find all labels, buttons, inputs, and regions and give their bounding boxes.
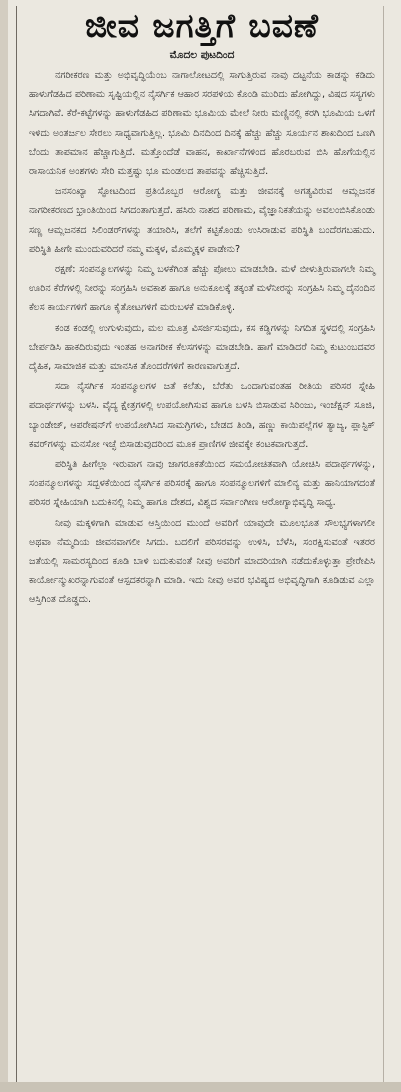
article-body xyxy=(29,66,375,610)
paper-edge xyxy=(0,0,8,1092)
paragraph-protection: ರಕ್ಷಣೆ: ಸಂಪನ್ಮೂಲಗಳನ್ನು ನಿಮ್ಮ ಬಳಕೆಗಿಂತ ಹೆಚ್ಚು ಪೋಲು ಮಾಡಬೇಡಿ. ಮಳೆ ಬೀಳುತ್ತಿರುವಾಗಲೇ ನಿಮ್ಮ ಊರಿನ ಕೆರೆಗಳಲ್ಲಿ ನೀರನ್ನು ಸಂಗ್ರಹಿಸಿ ಅವಕಾಶ ಹಾಗೂ ಅನುಕೂಲಕ್ಕೆ ತಕ್ಕಂತೆ ಮಳೆನೀರನ್ನು ಸಂಗ್ರಹಿಸಿ ನಿಮ್ಮ ದೈನಂದಿನ ಕೆಲಸ ಕಾರ್ಯಗಳಿಗೆ ಹಾಗೂ ಕೈತೋಟಗಳಿಗೆ ಮರುಬಳಕೆ ಮಾಡಿಕೊಳ್ಳಿ. xyxy=(29,264,375,314)
paragraph-children: ನೀವು ಮಕ್ಕಳಿಗಾಗಿ ಮಾಡುವ ಆಸ್ತಿಯಿಂದ ಮುಂದೆ ಅವರಿಗೆ ಯಾವುದೇ ಮೂಲಭೂತ ಸೌಲಭ್ಯಗಳಾಗಲೀ ಅಥವಾ ನೆಮ್ಮದಿಯ ಜೀವನವಾಗಲೀ ಸಿಗದು. ಬದಲಿಗೆ ಪರಿಸರವನ್ನು ಉಳಿಸಿ, ಬೆಳೆಸಿ, ಸಂರಕ್ಷಿಸುವಂತೆ ಇತರರ ಜತೆಯಲ್ಲಿ ಸಾಮರಸ್ಯದಿಂದ ಕೂಡಿ ಬಾಳಿ ಬದುಕುವಂತೆ ನೀವು ಅವರಿಗೆ ಮಾದರಿಯಾಗಿ ನಡೆದುಕೊಳ್ಳುತ್ತಾ ಪ್ರೇರೇಪಿಸಿ ಕಾರ್ಯೋನ್ಮುಖರನ್ನಾಗುವಂತೆ ಆಸ್ಪದಕರನ್ನಾಗಿ ಮಾಡಿ. ಇದು ನೀವು ಅವರ ಭವಿಷ್ಯದ ಅಭಿವೃದ್ಧಿಗಾಗಿ ಕೂಡಿಡುವ ಎಲ್ಲಾ ಆಸ್ತಿಗಿಂತ ದೊಡ್ಡದು. xyxy=(29,517,375,606)
paragraph-eco-friendly: ಸದಾ ನೈಸರ್ಗಿಕ ಸಂಪನ್ಮೂಲಗಳ ಜತೆ ಕಲೆತು, ಬೆರೆತು ಒಂದಾಗುವಂತಹ ರೀತಿಯ ಪರಿಸರ ಸ್ನೇಹಿ ಪದಾರ್ಥಗಳನ್ನು ಬಳಸಿ. ವೈದ್ಯ ಕ್ಷೇತ್ರಗಳಲ್ಲಿ ಉಪಯೋಗಿಸುವ ಹಾಗೂ ಬಳಸಿ ಬಿಸಾಡುವ ಸಿರಿಂಜು, ಇಂಜೆಕ್ಷನ್ ಸೂಜಿ, ಬ್ಯಾಂಡೇಜ್, ಆಪರೇಷನ್‌ಗೆ ಉಪಯೋಗಿಸಿದ ಸಾಮಗ್ರಿಗಳು, ಬೇಡದ ತಿಂಡಿ, ಹಣ್ಣು ಕಾಯಿಪಲ್ಲೆಗಳ ತ್ಯಾಜ್ಯ, ಪ್ಲಾಸ್ಟಿಕ್ ಕವರ್‌ಗಳನ್ನು ಮನಸೋ ಇಚ್ಛೆ ಬಿಸಾಡುವುದರಿಂದ ಮೂಕ ಪ್ರಾಣಿಗಳ ಜೀವಕ್ಕೇ ಕಂಟಕವಾಗುತ್ತದೆ. xyxy=(29,381,375,450)
paragraph-hygiene: ಕಂಡ ಕಂಡಲ್ಲಿ ಉಗುಳುವುದು, ಮಲ ಮೂತ್ರ ವಿಸರ್ಜಿಸುವುದು, ಕಸ ಕಡ್ಡಿಗಳನ್ನು ನಿಗದಿತ ಸ್ಥಳದಲ್ಲಿ ಸಂಗ್ರಹಿಸಿ ಬೇರ್ಪಡಿಸಿ ಹಾಕದಿರುವುದು ಇಂತಹ ಅನಾಗರೀಕ ಕೆಲಸಗಳನ್ನು ಮಾಡಬೇಡಿ. ಹಾಗೆ ಮಾಡಿದರೆ ನಿಮ್ಮ ಕುಟುಂಬದವರ ದೈಹಿಕ, ಸಾಮಾಜಿಕ ಮತ್ತು ಮಾನಸಿಕ ತೊಂದರೆಗಳಿಗೆ ಕಾರಣವಾಗುತ್ತದೆ. xyxy=(29,322,375,373)
page-bottom-strip xyxy=(0,1082,401,1092)
article-column xyxy=(16,6,384,1082)
continued-from-front-page: ಮೊದಲ ಪುಟದಿಂದ xyxy=(169,49,235,61)
paragraph-population: ಜನಸಂಖ್ಯಾ ಸ್ಫೋಟದಿಂದ ಪ್ರತಿಯೊಬ್ಬರ ಆರೋಗ್ಯ ಮತ್ತು ಜೀವನಕ್ಕೆ ಅಗತ್ಯವಿರುವ ಆಮ್ಲಜನಕ ನಾಗರೀಕರಣದ ಭ್ರಾಂತಿಯಿಂದ ಸಿಗದಂತಾಗುತ್ತದೆ. ಹಸಿರು ನಾಶದ ಪರಿಣಾಮ, ವೈಜ್ಞಾನಿಕತೆಯನ್ನು ಅವಲಂಬಿಸಿಕೊಂಡು ಸಣ್ಣ ಆಮ್ಲಜನಕದ ಸಿಲಿಂಡರ್‌ಗಳನ್ನು ತಯಾರಿಸಿ, ತಲೆಗೆ ಕಟ್ಟಿಕೊಂಡು ಉಸಿರಾಡುವ ಪರಿಸ್ಥಿತಿ ಬಂದೆರಗಬಹುದು. ಪರಿಸ್ಥಿತಿ ಹೀಗೇ ಮುಂದುವರಿದರೆ ನಮ್ಮ ಮಕ್ಕಳ, ಮೊಮ್ಮಕ್ಕಳ ಪಾಡೇನು? xyxy=(29,186,375,255)
article-headline: ಜೀವ ಜಗತ್ತಿಗೆ ಬವಣೆ xyxy=(85,6,319,45)
paragraph-urbanization: ನಗರೀಕರಣ ಮತ್ತು ಅಭಿವೃದ್ಧಿಯೆಂಬ ನಾಗಾಲೋಟದಲ್ಲಿ ಸಾಗುತ್ತಿರುವ ನಾವು ದಟ್ಟನೆಯ ಕಾಡನ್ನು ಕಡಿದು ಹಾಳುಗೆಡಹಿದ ಪರಿಣಾಮ ಸೃಷ್ಟಿಯಲ್ಲಿನ ನೈಸರ್ಗಿಕ ಆಹಾರ ಸರಪಳಿಯ ಕೊಂಡಿ ಮುರಿದು ಹೋಗಿದ್ದು, ವಿಷದ ಸಸ್ಯಗಳು ಸಿಗದಾಗಿವೆ. ಕೆರೆ-ಕಟ್ಟೆಗಳನ್ನು ಹಾಳುಗೆಡಹಿದ ಪರಿಣಾಮ ಭೂಮಿಯ ಮೇಲೆ ನೀರು ಮಣ್ಣಿನಲ್ಲಿ ಕರಗಿ ಭೂಮಿಯ ಒಳಗೆ ಇಳಿದು ಅಂತರ್ಜಲ ಸೇರಲು ಸಾಧ್ಯವಾಗುತ್ತಿಲ್ಲ. ಭೂಮಿ ದಿನದಿಂದ ದಿನಕ್ಕೆ ಹೆಚ್ಚು ಹೆಚ್ಚು ಸೂರ್ಯನ ಶಾಖದಿಂದ ಒಣಗಿ ಬೆಂದು ತಾಪಮಾನ ಹೆಚ್ಚಾಗುತ್ತಿದೆ. ಮತ್ತೊಂದೆಡೆ ವಾಹನ, ಕಾರ್ಖಾನೆಗಳಿಂದ ಹೊರಬರುವ ಬಿಸಿ ಹೊಗೆಯಲ್ಲಿನ ರಾಸಾಯನಿಕ ಅಂಶಗಳು ಸೇರಿ ಮತ್ತಷ್ಟು ಭೂ ಮಂಡಲದ ತಾಪವನ್ನು ಹೆಚ್ಚಿಸುತ್ತಿದೆ. xyxy=(29,70,375,178)
paragraph-awareness: ಪರಿಸ್ಥಿತಿ ಹೀಗೆಲ್ಲಾ ಇರುವಾಗ ನಾವು ಜಾಗರೂಕತೆಯಿಂದ ಸಮಯೋಚಿತವಾಗಿ ಯೋಚಿಸಿ ಪದಾರ್ಥಗಳನ್ನು, ಸಂಪನ್ಮೂಲಗಳನ್ನು ಸದ್ಬಳಕೆಯಿಂದ ನೈಸರ್ಗಿಕ ಪರಿಸರಕ್ಕೆ ಹಾಗೂ ಸಂಪನ್ಮೂಲಗಳಿಗೆ ಮಾಲಿನ್ಯ ಮತ್ತು ಹಾನಿಯಾಗದಂತೆ ಪರಿಸರ ಸ್ನೇಹಿಯಾಗಿ ಬದುಕಿನಲ್ಲಿ ನಿಮ್ಮ ಹಾಗೂ ದೇಶದ, ವಿಶ್ವದ ಸರ್ವಾಂಗೀಣ ಆರೋಗ್ಯಾಭಿವೃದ್ಧಿ ಸಾಧ್ಯ. xyxy=(29,459,375,509)
